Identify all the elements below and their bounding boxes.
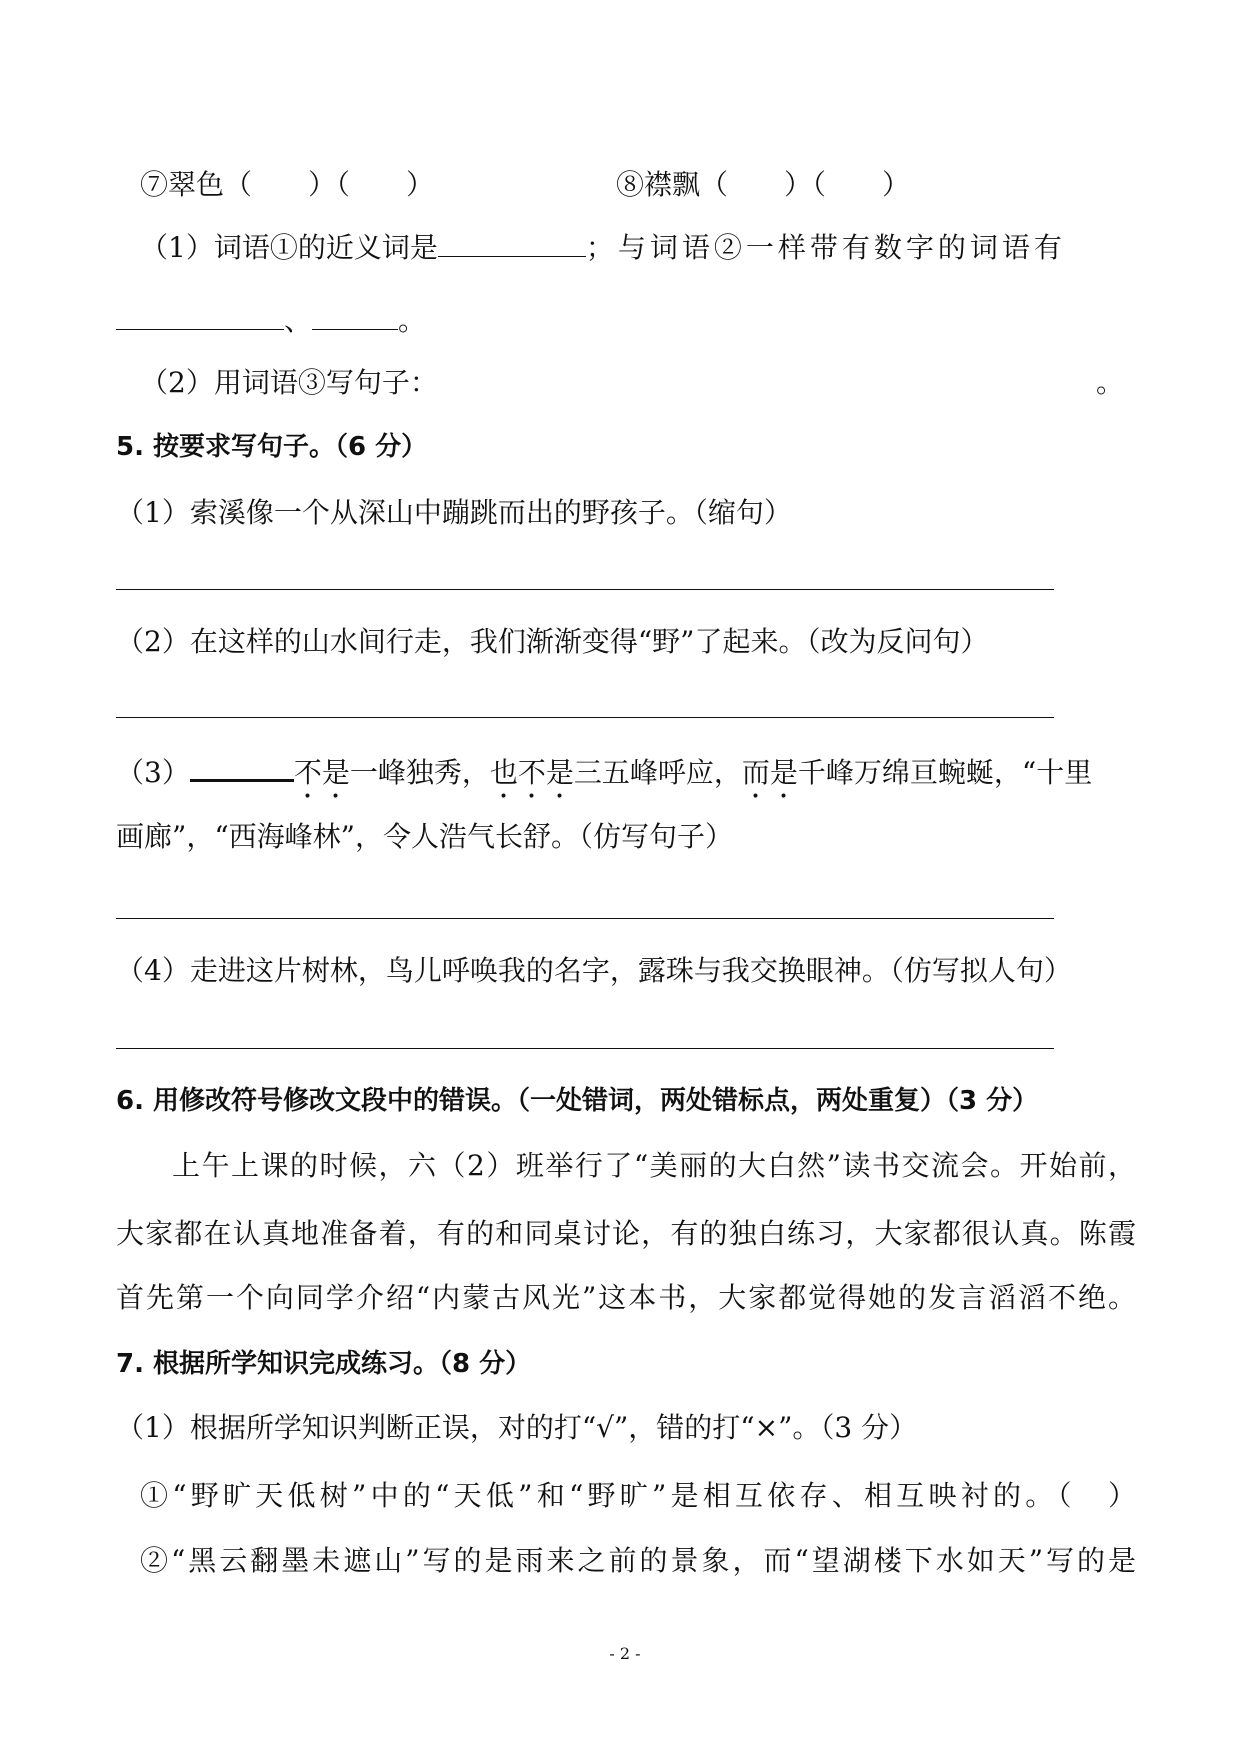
q5-heading: 5. 按要求写句子。（6 分） <box>116 432 428 462</box>
answer-blank[interactable] <box>312 303 398 330</box>
q4-sub1 <box>140 230 1066 266</box>
q6-para-line: 上午上课的时候，六（2）班举行了“美丽的大白然”读书交流会。开始前， <box>172 1149 1136 1182</box>
q4-sub2-end: 。 <box>1096 366 1125 399</box>
q4-sub2: （2）用词语③写句子： <box>140 366 438 399</box>
answer-blank[interactable] <box>438 230 586 257</box>
q7-item1: ①“野旷天低树”中的“天低”和“野旷”是相互依存、相互映衬的。（ ） <box>140 1479 1136 1512</box>
q5-s3-text: 一峰独秀， <box>349 756 490 789</box>
q5-s3-prefix: （3） <box>116 756 190 789</box>
emphasis-text: 而是 <box>741 756 798 789</box>
q4-item-8: ⑧襟飘（ ）（ ） <box>616 168 911 201</box>
answer-line[interactable] <box>116 717 1054 718</box>
emphasis-text: 不是 <box>293 756 350 789</box>
emphasis-text: 也不是 <box>489 756 574 789</box>
answer-line[interactable] <box>116 1048 1054 1049</box>
answer-blank[interactable] <box>190 753 294 782</box>
q7-sub1: （1）根据所学知识判断正误，对的打“√”，错的打“×”。（3 分） <box>116 1411 918 1444</box>
q5-s3-line2: 画廊”，“西海峰林”，令人浩气长舒。（仿写句子） <box>116 820 733 853</box>
q5-s3-text: 千峰万绵亘蜿蜒，“十里 <box>797 756 1093 789</box>
period: 。 <box>398 304 427 337</box>
page-number: - 2 - <box>609 1644 641 1663</box>
q4-sub1-text-b: ；与词语②一样带有数字的词语有 <box>585 231 1066 264</box>
comma: 、 <box>284 304 313 337</box>
q4-sub1-text-a: （1）词语①的近义词是 <box>140 231 438 264</box>
q6-heading: 6. 用修改符号修改文段中的错误。（一处错词，两处错标点，两处重复）（3 分） <box>116 1086 1039 1116</box>
q5-s3 <box>116 753 1092 805</box>
q5-s1: （1）索溪像一个从深山中蹦跳而出的野孩子。（缩句） <box>116 496 792 529</box>
q5-s4: （4）走进这片树林，鸟儿呼唤我的名字，露珠与我交换眼神。（仿写拟人句） <box>116 954 1072 987</box>
q5-s2: （2）在这样的山水间行走，我们渐渐变得“野”了起来。（改为反问句） <box>116 625 989 658</box>
answer-blank[interactable] <box>116 303 284 330</box>
answer-line[interactable] <box>116 918 1054 919</box>
q7-item2: ②“黑云翻墨未遮山”写的是雨来之前的景象，而“望湖楼下水如天”写的是 <box>140 1544 1136 1577</box>
q4-sub1-line2 <box>116 303 426 339</box>
q5-s3-text: 三五峰呼应， <box>573 756 742 789</box>
answer-line[interactable] <box>116 589 1054 590</box>
q4-item-7: ⑦翠色（ ）（ ） <box>140 168 435 201</box>
q6-para-line: 大家都在认真地准备着，有的和同桌讨论，有的独白练习，大家都很认真。陈霞 <box>116 1217 1136 1250</box>
q7-heading: 7. 根据所学知识完成练习。（8 分） <box>116 1349 532 1379</box>
q6-para-line: 首先第一个向同学介绍“内蒙古风光”这本书，大家都觉得她的发言滔滔不绝。 <box>116 1281 1136 1314</box>
